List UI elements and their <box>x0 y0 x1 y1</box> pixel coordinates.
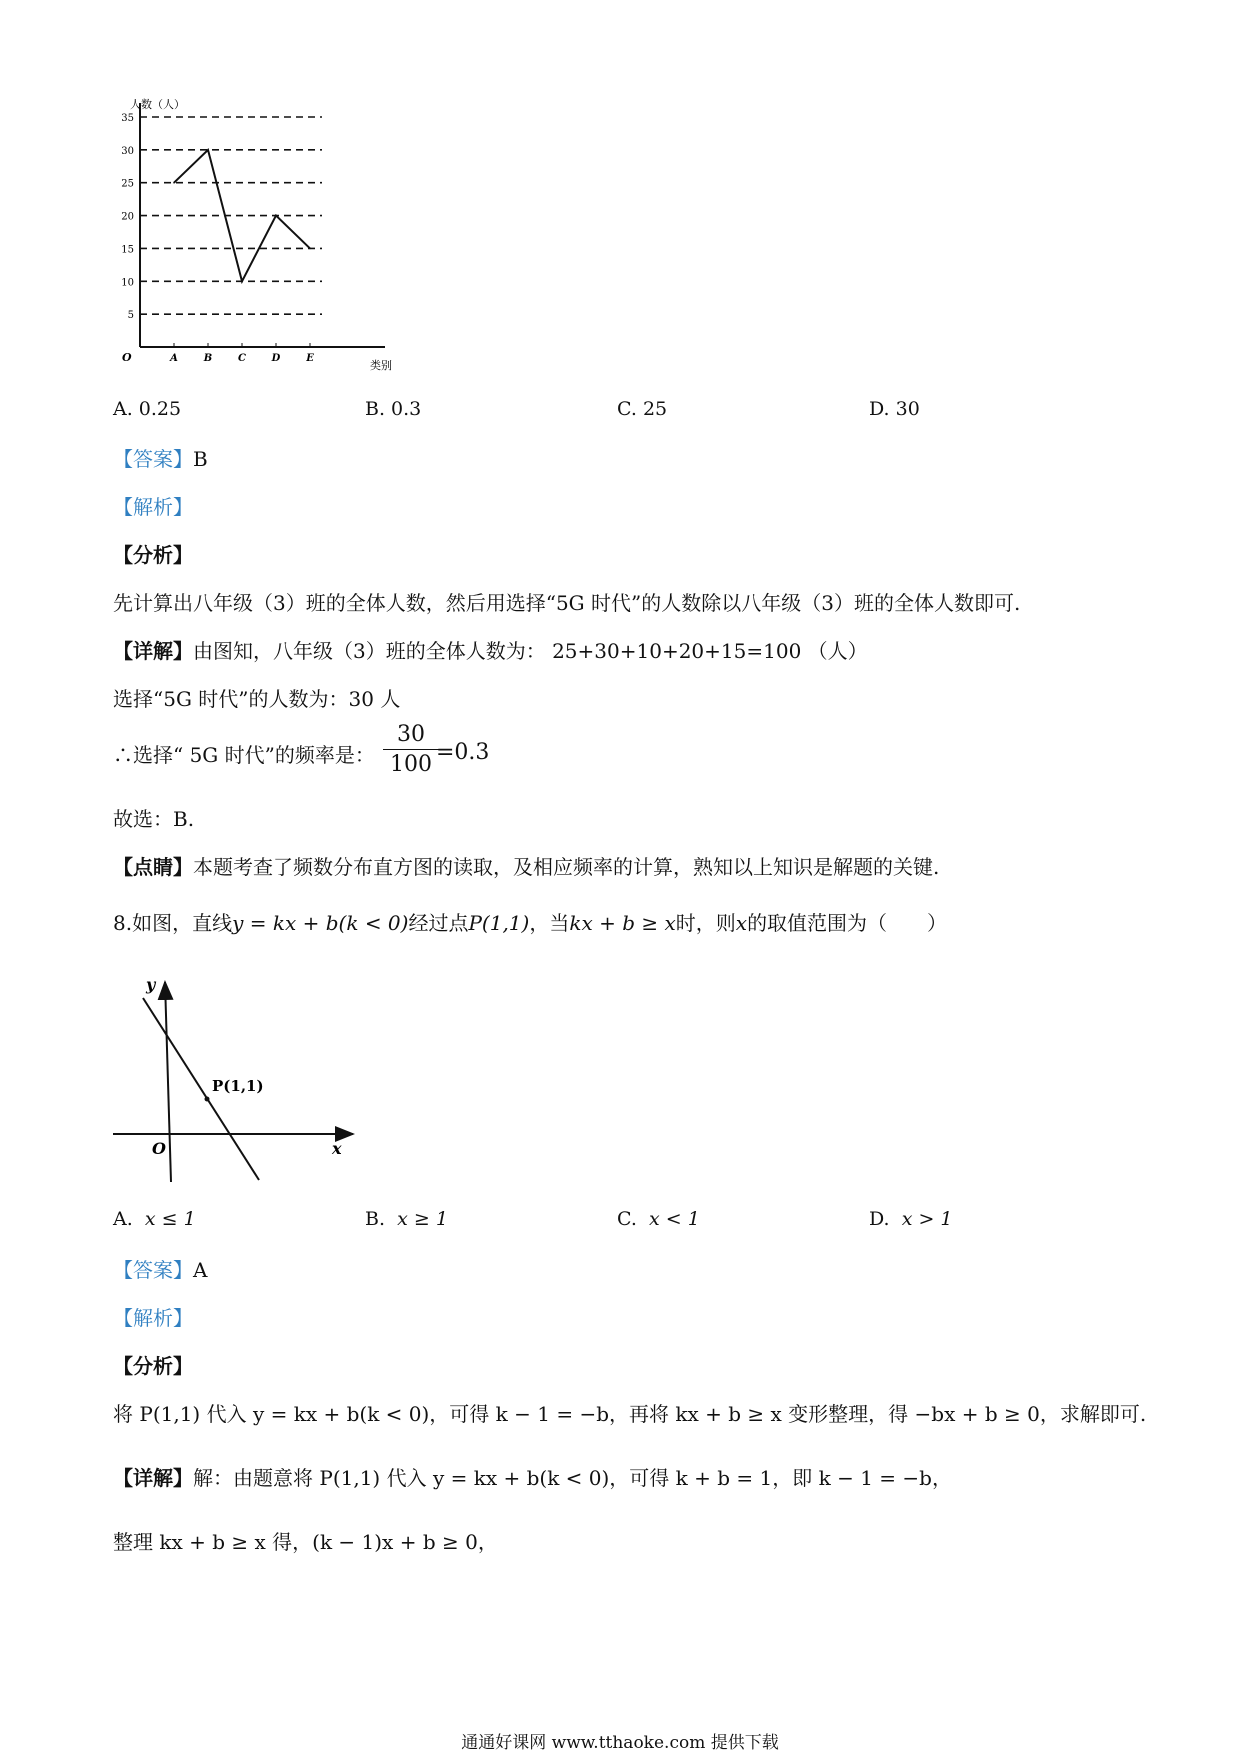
option-expr: x > 1 <box>901 1208 953 1230</box>
fraction <box>383 722 439 777</box>
point-p-label: P(1,1) <box>212 1077 264 1095</box>
q7-option-b: B. 0.3 <box>365 398 422 420</box>
option-expr: x ≥ 1 <box>397 1208 448 1230</box>
fraction-denominator: 100 <box>390 752 432 777</box>
q8-stem-equation: y = kx + b(k < 0) <box>232 911 409 935</box>
q8-stem-inequality: kx + b ≥ x <box>569 911 676 935</box>
y-tick-label: 10 <box>121 277 134 289</box>
data-point <box>207 149 209 151</box>
q7-option-a: A. 0.25 <box>113 398 182 420</box>
y-tick-label: 5 <box>127 310 134 322</box>
detail-tag: 【详解】 <box>113 639 193 663</box>
comment-text: 本题考查了频数分布直方图的读取，及相应频率的计算，熟知以上知识是解题的关键. <box>193 855 940 879</box>
q7-fenxi-text: 先计算出八年级（3）班的全体人数，然后用选择“5G 时代”的人数除以八年级（3）班的全体人数即可. <box>113 591 1021 615</box>
answer-tag: 【答案】 <box>113 1258 193 1282</box>
comment-tag: 【点睛】 <box>113 855 193 879</box>
q8-option-d <box>869 1208 953 1230</box>
option-expr: x ≤ 1 <box>144 1208 196 1230</box>
x-tick-label: C <box>238 353 246 364</box>
data-point <box>241 280 243 282</box>
x-tick-label: E <box>306 353 314 364</box>
y-tick-labels <box>121 113 134 321</box>
q8-fenxi-tag: 【分析】 <box>113 1354 193 1378</box>
detail-tag: 【详解】 <box>113 1466 193 1490</box>
q8-fenxi-text: 将 P(1,1) 代入 y = kx + b(k < 0)，可得 k − 1 = −b，再将 kx + b ≥ x 变形整理，得 −bx + b ≥ 0，求解即可. <box>113 1402 1147 1426</box>
y-tick-label: 35 <box>121 113 134 124</box>
q8-stem-part-1: 8.如图，直线 <box>113 911 233 935</box>
q8-coordinate-graph <box>108 968 363 1188</box>
point-p <box>205 1097 210 1102</box>
y-tick-label: 20 <box>121 211 134 223</box>
option-label: D. <box>869 1208 890 1230</box>
detail-text: 解：由题意将 P(1,1) 代入 y = kx + b(k < 0)，可得 k + b = 1，即 k − 1 = −b， <box>193 1466 952 1490</box>
q8-stem-variable: x <box>735 911 748 935</box>
y-tick-label: 15 <box>121 244 134 256</box>
x-tick-label: A <box>170 353 178 364</box>
q7-detail-1 <box>113 638 868 664</box>
q8-answer <box>113 1257 207 1283</box>
x-axis-letter: x <box>332 1139 342 1158</box>
q7-detail-3: ∴选择“ 5G 时代”的频率是： <box>113 743 375 767</box>
origin-letter: O <box>152 1139 166 1158</box>
x-axis-label: 类别 <box>370 359 392 372</box>
chart-grid <box>140 117 322 314</box>
q8-option-c <box>617 1208 700 1230</box>
q8-option-a <box>113 1208 196 1230</box>
option-label: A. <box>113 1208 133 1230</box>
answer-tag: 【答案】 <box>113 447 193 471</box>
q8-stem-part-5: 的取值范围为（ ） <box>747 911 948 935</box>
q8-stem <box>113 910 947 936</box>
q7-option-d: D. 30 <box>869 398 920 420</box>
q8-stem-part-3: ，当 <box>529 911 570 935</box>
origin-label: O <box>122 351 132 364</box>
data-point <box>173 182 175 184</box>
y-axis-letter: y <box>146 975 156 994</box>
line-chart <box>100 95 440 380</box>
x-tick-label: B <box>203 353 213 364</box>
fraction-result: =0.3 <box>436 740 490 765</box>
q8-option-b <box>365 1208 448 1230</box>
q7-analysis-tag: 【解析】 <box>113 495 193 519</box>
option-label: C. <box>617 1208 637 1230</box>
footer-credit: 通通好课网 www.tthaoke.com 提供下载 <box>461 1733 779 1753</box>
y-tick-label: 30 <box>121 145 134 157</box>
q7-fenxi-tag: 【分析】 <box>113 543 193 567</box>
fraction-numerator: 30 <box>397 722 425 747</box>
q8-analysis-tag: 【解析】 <box>113 1306 193 1330</box>
answer-value: A <box>193 1258 208 1282</box>
option-expr: x < 1 <box>649 1208 700 1230</box>
q8-stem-part-4: 时，则 <box>675 911 736 935</box>
q8-detail-2: 整理 kx + b ≥ x 得，(k − 1)x + b ≥ 0， <box>113 1530 498 1554</box>
x-tick-label: D <box>271 353 281 364</box>
q7-comment <box>113 854 939 880</box>
q8-detail-1 <box>113 1465 952 1491</box>
q8-stem-part-2: 经过点 <box>408 911 469 935</box>
data-point <box>275 215 277 217</box>
q7-option-c: C. 25 <box>617 398 668 420</box>
y-tick-label: 25 <box>121 178 134 190</box>
q7-detail-2: 选择“5G 时代”的人数为：30 人 <box>113 687 401 711</box>
q7-choose: 故选：B. <box>113 807 195 831</box>
y-axis-label: 人数（人） <box>130 98 185 111</box>
detail-text: 由图知，八年级（3）班的全体人数为： 25+30+10+20+15=100 （人） <box>193 639 868 663</box>
answer-value: B <box>193 447 208 471</box>
q7-answer <box>113 446 208 472</box>
option-label: B. <box>365 1208 386 1230</box>
q8-stem-point: P(1,1) <box>468 911 530 935</box>
fraction-bar <box>383 749 439 750</box>
data-point <box>309 248 311 250</box>
